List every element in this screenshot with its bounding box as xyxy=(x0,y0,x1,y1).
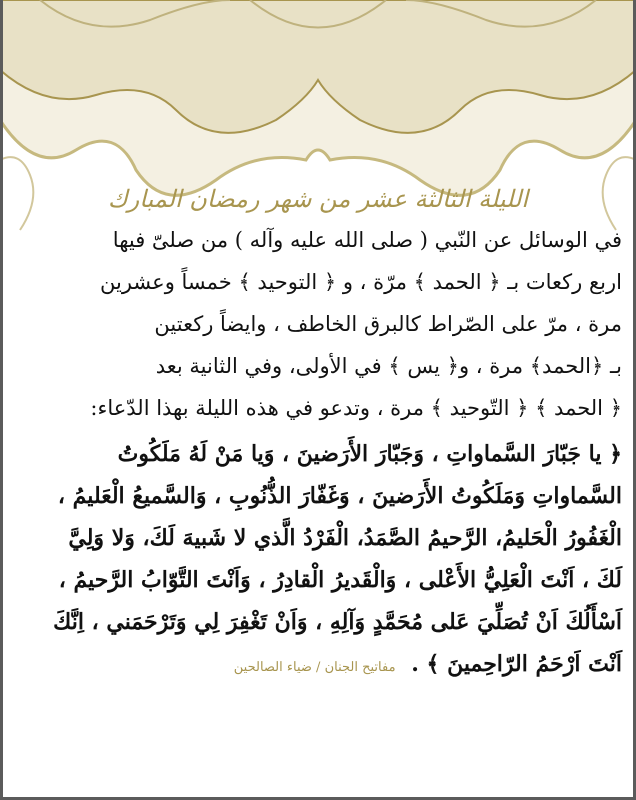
prose-line: ﴿ الحمد ﴾ ﴿ التّوحيد ﴾ مرة ، وتدعو في هذه الليلة بهذا الدّعاء: xyxy=(90,396,622,420)
prose-line: اربع ركعات بـ ﴿ الحمد ﴾ مرّة ، و ﴿ التوحيد ﴾ خمساً وعشرين xyxy=(100,270,622,294)
prose-line: بـ ﴿الحمد﴾ مرة ، و﴿ يس ﴾ في الأولى، وفي الثانية بعد xyxy=(155,354,622,378)
dua-line: الْغَفُورُ الْحَليمُ، الرَّحيمُ الصَّمَدُ، الْفَرْدُ الَّذي لا شَبيهَ لَكَ، وَلا وَلِيَّ xyxy=(68,525,622,551)
dua-line: اَسْأَلُكَ اَنْ تُصَلِّيَ عَلى مُحَمَّدٍ وَآلِهِ ، وَاَنْ تَغْفِرَ لِي وَتَرْحَمَني ، اِنَّكَ xyxy=(53,609,622,635)
dua-last-line xyxy=(14,643,622,689)
prose-block xyxy=(14,219,622,429)
prose-line: مرة ، مرّ على الصّراط كالبرق الخاطف ، وايضاً ركعتين xyxy=(154,312,622,336)
content xyxy=(14,185,622,786)
dua-block xyxy=(14,433,622,689)
source-citation: مفاتيح الجنان / ضياء الصالحين xyxy=(233,660,396,675)
dua-line: لَكَ ، اَنْتَ الْعَلِيُّ الأَعْلى ، وَالْقَديرُ الْقادِرُ ، وَاَنْتَ التَّوّابُ الرَّحيمُ ، xyxy=(58,567,622,593)
left-border xyxy=(0,0,3,800)
dua-line: اَنْتَ اَرْحَمُ الرّاحِمينَ ﴾ . xyxy=(411,651,622,677)
dua-line: ﴿ يا جَبّارَ السَّماواتِ ، وَجَبّارَ الأَرَضينَ ، وَيا مَنْ لَهُ مَلَكُوتُ xyxy=(117,441,622,467)
dua-line: السَّماواتِ وَمَلَكُوتُ الأَرَضينَ ، وَغَفّارَ الذُّنُوبِ ، وَالسَّميعُ الْعَليمُ ، xyxy=(57,483,622,509)
prose-line: في الوسائل عن النّبي ( صلى الله عليه وآله ) من صلىّ فيها xyxy=(112,228,622,252)
page-title: الليلة الثالثة عشر من شهر رمضان المبارك xyxy=(107,185,529,213)
